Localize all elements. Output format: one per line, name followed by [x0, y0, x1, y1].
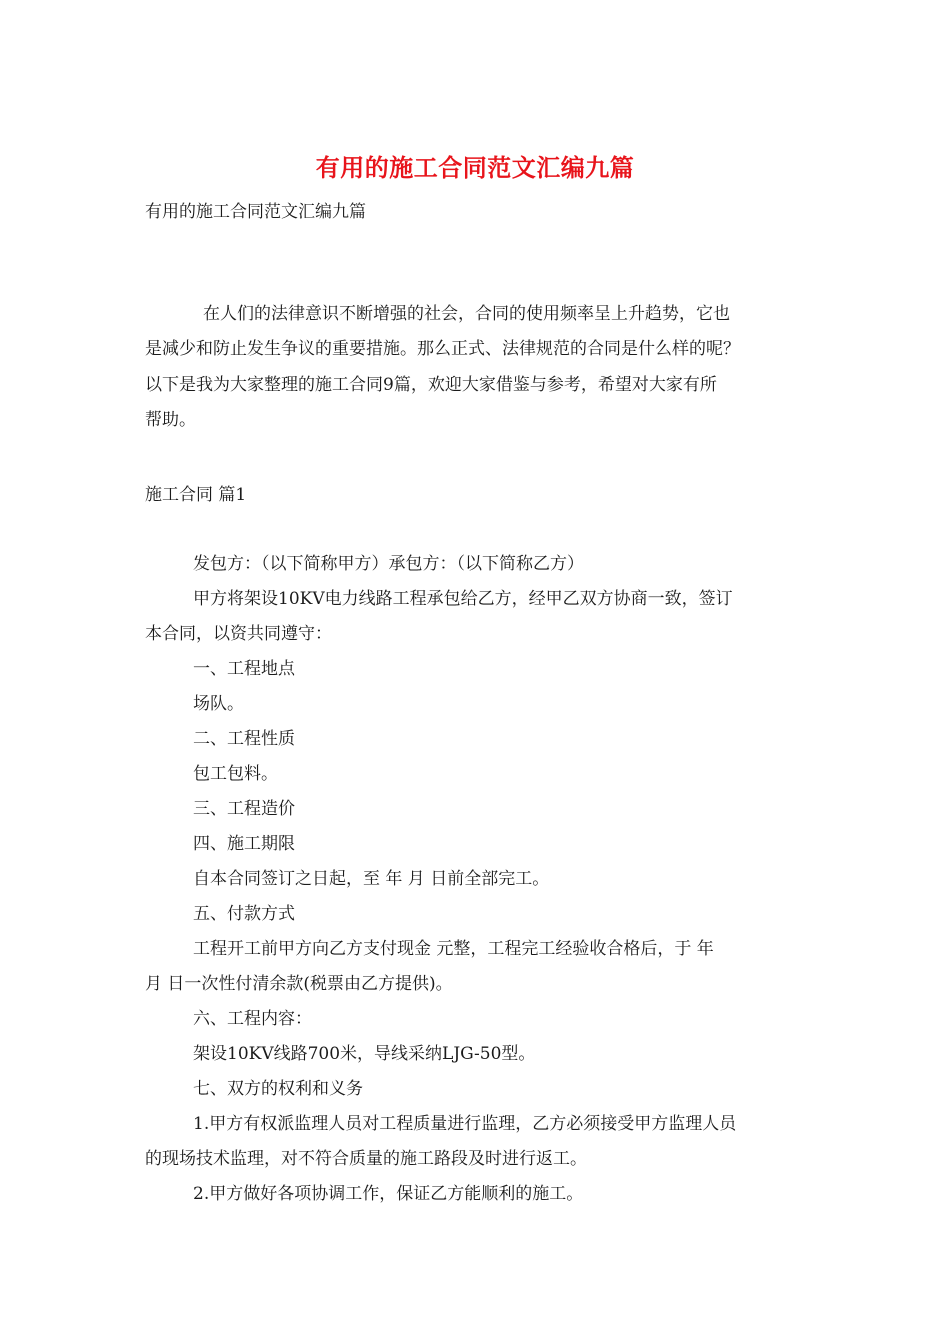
body-line: 2.甲方做好各项协调工作，保证乙方能顺利的施工。	[193, 1184, 584, 1204]
body-line: 包工包料。	[193, 764, 278, 784]
body-line: 自本合同签订之日起，至 年 月 日前全部完工。	[193, 869, 550, 889]
document-title: 有用的施工合同范文汇编九篇	[315, 153, 635, 182]
clause-heading: 六、工程内容：	[193, 1009, 312, 1029]
section-heading: 施工合同 篇1	[145, 485, 247, 505]
clause-heading: 四、施工期限	[193, 834, 295, 854]
intro-line: 以下是我为大家整理的施工合同9篇，欢迎大家借鉴与参考，希望对大家有所	[145, 375, 717, 395]
body-line: 本合同，以资共同遵守：	[145, 624, 332, 644]
body-line: 1.甲方有权派监理人员对工程质量进行监理，乙方必须接受甲方监理人员	[193, 1114, 737, 1134]
body-line: 架设10KV线路700米，导线采纳LJG-50型。	[193, 1044, 536, 1064]
intro-line: 在人们的法律意识不断增强的社会，合同的使用频率呈上升趋势，它也	[203, 304, 730, 324]
body-line: 甲方将架设10KV电力线路工程承包给乙方，经甲乙双方协商一致，签订	[193, 589, 733, 609]
body-line: 的现场技术监理，对不符合质量的施工路段及时进行返工。	[145, 1149, 587, 1169]
body-line: 发包方：（以下简称甲方）承包方：（以下简称乙方）	[193, 554, 584, 574]
clause-heading: 二、工程性质	[193, 729, 295, 749]
body-line: 场队。	[193, 694, 244, 714]
clause-heading: 三、工程造价	[193, 799, 295, 819]
body-line: 月 日一次性付清余款(税票由乙方提供)。	[145, 974, 453, 994]
intro-line: 帮助。	[145, 410, 196, 430]
intro-line: 是减少和防止发生争议的重要措施。那么正式、法律规范的合同是什么样的呢？	[145, 339, 740, 359]
clause-heading: 五、付款方式	[193, 904, 295, 924]
clause-heading: 七、双方的权利和义务	[193, 1079, 363, 1099]
clause-heading: 一、工程地点	[193, 659, 295, 679]
document-subtitle: 有用的施工合同范文汇编九篇	[145, 202, 366, 222]
body-line: 工程开工前甲方向乙方支付现金 元整，工程完工经验收合格后，于 年	[193, 939, 714, 959]
